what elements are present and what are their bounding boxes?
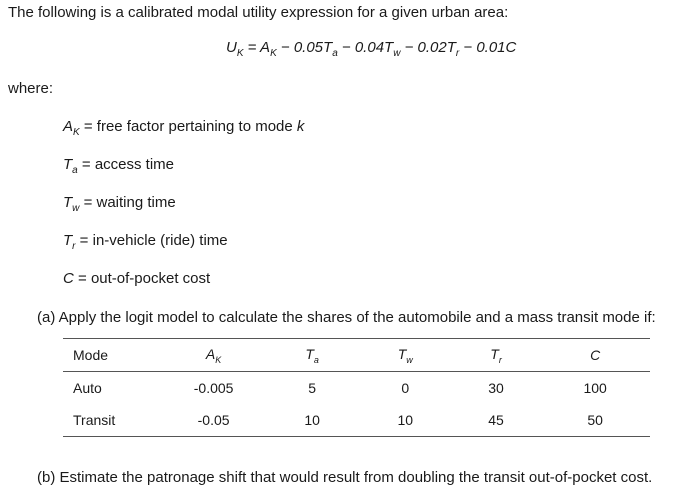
def-sub: K (73, 127, 80, 138)
def-var: A (63, 118, 74, 135)
table-row (63, 404, 650, 437)
cell-ak: -0.005 (193, 380, 234, 396)
formula-term-ride: − 0.02T (400, 39, 456, 56)
where-label: where: (8, 80, 54, 97)
header-c: C (540, 339, 650, 372)
formula-term-ride-sub: r (455, 48, 460, 59)
cell-mode: Auto (73, 380, 102, 396)
formula-a-sub: K (270, 48, 277, 59)
formula-term-wait: − 0.04T (337, 39, 394, 56)
question-part-b: (b) Estimate the patronage shift that would result from doubling the transit out-of-pocket cost. (37, 469, 653, 486)
header-ta: $T_a$ (266, 339, 359, 372)
cell-tr: 30 (488, 380, 504, 396)
table-header-row (63, 339, 650, 372)
cell-tr: 45 (452, 404, 540, 437)
header-ak: $A_K$ (162, 339, 266, 372)
def-text: = in-vehicle (ride) time (75, 232, 228, 249)
def-text: = waiting time (79, 194, 176, 211)
header-tr: $T_r$ (452, 339, 540, 372)
intro-text: The following is a calibrated modal utility expression for a given urban area: (8, 4, 509, 21)
formula-term-access: − 0.05T (276, 39, 333, 56)
question-part-a: (a) Apply the logit model to calculate the shares of the automobile and a mass transit mode if: (37, 309, 656, 326)
def-sub: w (72, 203, 80, 214)
cell-ta: 10 (266, 404, 359, 437)
def-text: = access time (77, 156, 175, 173)
cell-c: 50 (540, 404, 650, 437)
def-var: T (63, 232, 73, 249)
cell-c: 100 (583, 380, 607, 396)
definition-waiting-time (63, 194, 176, 214)
definition-ride-time (63, 232, 228, 252)
cell-ta: 5 (308, 380, 316, 396)
header-mode: Mode (63, 339, 162, 372)
formula-eq: = A (243, 39, 271, 56)
header-tw: $T_w$ (359, 339, 452, 372)
cell-tw: 0 (401, 380, 410, 396)
def-text: = out-of-pocket cost (73, 270, 211, 287)
definition-access-time (63, 156, 174, 176)
def-var: T (63, 156, 73, 173)
def-text: = free factor pertaining to mode (79, 118, 297, 135)
def-sub: a (72, 165, 78, 176)
cell-mode: Transit (63, 404, 162, 437)
formula-term-wait-sub: w (393, 48, 401, 59)
cell-ak: -0.05 (162, 404, 266, 437)
utility-formula (226, 39, 516, 59)
formula-lhs-sub: K (236, 48, 244, 59)
definition-cost (63, 270, 210, 287)
formula-term-access-sub: a (332, 48, 338, 59)
formula-term-cost: − 0.01C (459, 39, 517, 56)
table-row (63, 372, 650, 405)
formula-lhs: U (226, 39, 237, 56)
def-var: C (63, 270, 74, 287)
def-tail: k (296, 118, 305, 135)
def-sub: r (72, 241, 76, 252)
cell-tw: 10 (359, 404, 452, 437)
def-var: T (63, 194, 73, 211)
mode-attributes-table (63, 338, 650, 437)
definition-free-factor (63, 118, 304, 138)
